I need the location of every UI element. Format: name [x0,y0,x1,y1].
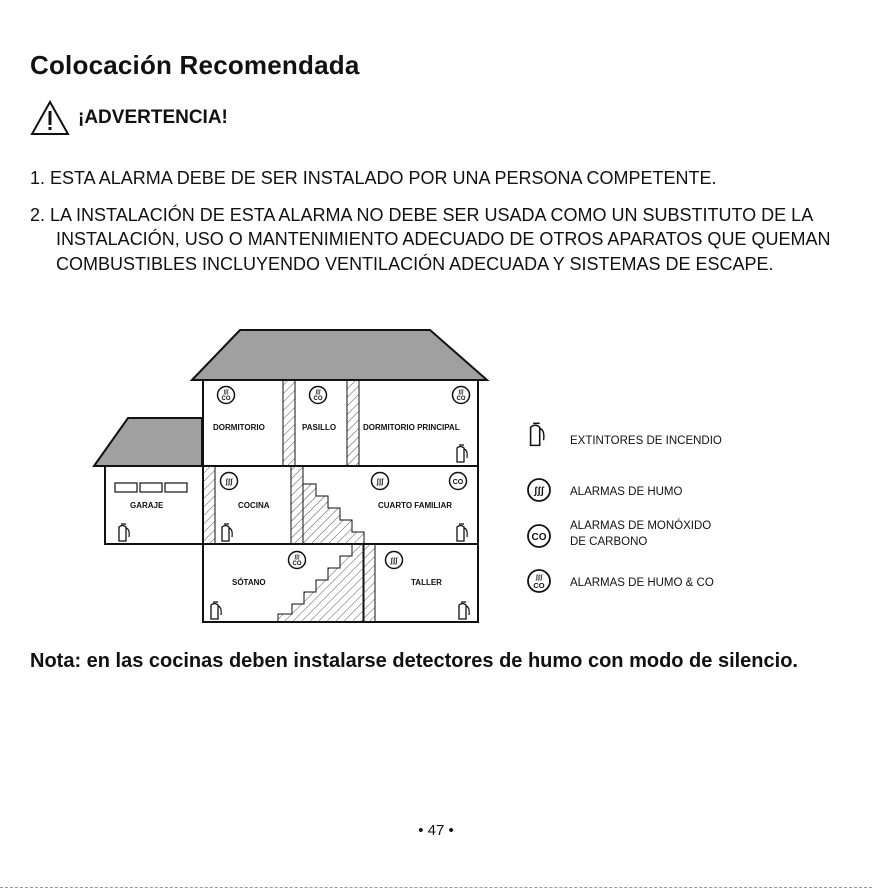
warning-label: ¡ADVERTENCIA! [78,107,228,128]
co-alarm-icon [450,473,467,490]
svg-text:CO: CO [221,396,231,402]
svg-text:ʃʃʃ: ʃʃʃ [534,486,544,497]
svg-text:ʃʃʃ: ʃʃʃ [458,389,464,396]
room-pasillo: PASILLO [302,423,337,432]
extinguisher-icon [531,423,544,445]
garage-roof [94,418,202,466]
svg-text:ʃʃʃ: ʃʃʃ [390,558,398,565]
combo-alarm-icon [218,387,235,404]
page-title: Colocación Recomendada [30,50,360,80]
svg-text:CO: CO [531,532,547,543]
room-garaje: GARAJE [130,501,164,510]
page-number: • 47 • [418,822,454,839]
svg-text:CO: CO [456,396,466,402]
legend-co-label-2: DE CARBONO [570,536,648,548]
svg-text:CO: CO [452,479,464,486]
instruction-item-1: 1. ESTA ALARMA DEBE DE SER INSTALADO POR UNA PERSONA COMPETENTE. [30,168,717,188]
svg-text:CO: CO [533,581,545,590]
kitchen-note: Nota: en las cocinas deben instalarse detectores de humo con modo de silencio. [30,650,798,672]
room-dormitorio: DORMITORIO [213,423,265,432]
legend-smoke-label: ALARMAS DE HUMO [570,486,683,498]
smoke-alarm-icon [528,479,550,501]
legend-item-combo [528,570,714,592]
legend-combo-label: ALARMAS DE HUMO & CO [570,577,714,589]
svg-text:ʃʃʃ: ʃʃʃ [294,554,300,561]
warning-triangle-icon [30,100,70,136]
combo-alarm-icon [453,387,470,404]
legend [528,423,722,592]
room-sotano: SÓTANO [232,578,266,587]
legend-item-co [528,519,711,548]
smoke-alarm-icon [372,473,389,490]
co-alarm-icon [528,525,550,547]
room-taller: TALLER [411,578,442,587]
legend-item-extinguisher [531,423,722,447]
warning-heading [30,100,228,136]
smoke-alarm-icon [386,552,403,569]
svg-text:ʃʃʃ: ʃʃʃ [225,479,233,486]
placement-diagram [0,320,872,640]
legend-co-label-1: ALARMAS DE MONÓXIDO [570,520,712,532]
page-bottom-divider [0,887,872,888]
svg-text:ʃʃʃ: ʃʃʃ [376,479,384,486]
room-cuarto-familiar: CUARTO FAMILIAR [378,501,453,510]
combo-alarm-icon [528,570,550,592]
legend-extinguisher-label: EXTINTORES DE INCENDIO [570,435,722,447]
room-dormitorio-principal: DORMITORIO PRINCIPAL [363,423,460,432]
room-cocina: COCINA [238,501,270,510]
svg-text:ʃʃʃ: ʃʃʃ [535,574,543,581]
svg-text:ʃʃʃ: ʃʃʃ [223,389,229,396]
combo-alarm-icon [289,552,306,569]
main-roof [192,330,487,380]
svg-text:CO: CO [292,561,302,567]
svg-text:CO: CO [313,396,323,402]
instruction-list [30,166,850,288]
instruction-item-2: 2. LA INSTALACIÓN DE ESTA ALARMA NO DEBE SER USADA COMO UN SUBSTITUTO DE LA INSTALACIÓN, USO O MANTENIMIENTO ADECUADO DE OTROS APARATOS QUE QUEMAN COMBUSTIBLES INCLUYENDO VENTILACIÓN ADECUADA Y SISTEMAS DE ESCAPE. [30,204,831,274]
smoke-alarm-icon [221,473,238,490]
legend-item-smoke [528,479,683,501]
svg-text:ʃʃʃ: ʃʃʃ [315,389,321,396]
combo-alarm-icon [310,387,327,404]
